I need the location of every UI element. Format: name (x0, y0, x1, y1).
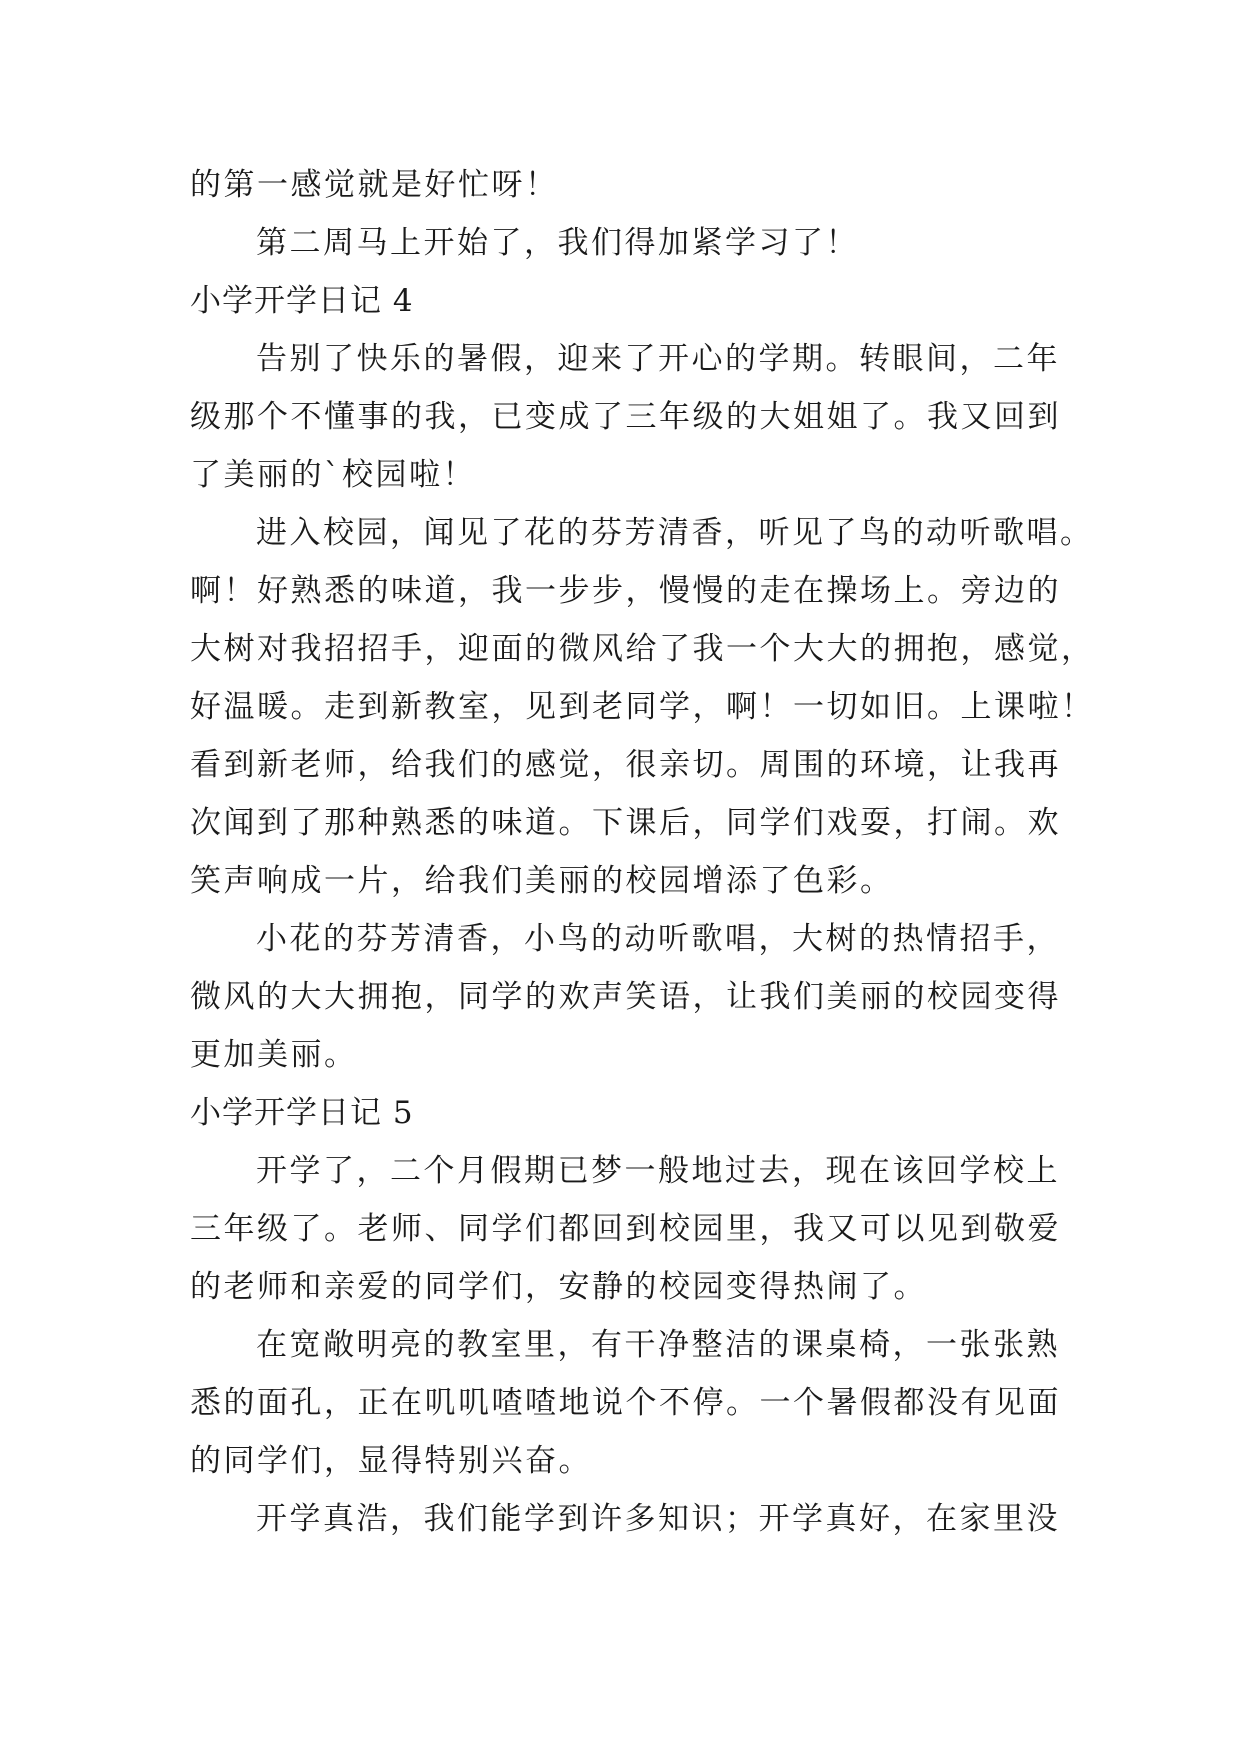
text-line: 的同学们，显得特别兴奋。 (190, 1443, 592, 1479)
text-line: 进入校园，闻见了花的芬芳清香，听见了鸟的动听歌唱。 (256, 515, 1094, 551)
text-line: 了美丽的`校园啦！ (190, 457, 476, 493)
text-line: 好温暖。走到新教室，见到老同学，啊！一切如旧。上课啦！ (190, 689, 1095, 725)
text-line: 三年级了。老师、同学们都回到校园里，我又可以见到敬爱 (190, 1211, 1061, 1247)
text-line: 悉的面孔，正在叽叽喳喳地说个不停。一个暑假都没有见面 (190, 1385, 1061, 1421)
document-body (190, 156, 1095, 1548)
section-heading: 小学开学日记 4 (190, 283, 414, 319)
text-line: 更加美丽。 (190, 1037, 358, 1073)
text-line: 微风的大大拥抱，同学的欢声笑语，让我们美丽的校园变得 (190, 979, 1061, 1015)
text-line: 看到新老师，给我们的感觉，很亲切。周围的环境，让我再 (190, 747, 1061, 783)
text-line: 级那个不懂事的我，已变成了三年级的大姐姐了。我又回到 (190, 399, 1061, 435)
text-line: 第二周马上开始了，我们得加紧学习了！ (256, 225, 859, 261)
text-line: 在宽敞明亮的教室里，有干净整洁的课桌椅，一张张熟 (256, 1327, 1060, 1363)
text-line: 的第一感觉就是好忙呀！ (190, 167, 559, 203)
text-line: 大树对我招招手，迎面的微风给了我一个大大的拥抱，感觉， (190, 631, 1095, 667)
text-line: 告别了快乐的暑假，迎来了开心的学期。转眼间，二年 (256, 341, 1060, 377)
text-line: 啊！好熟悉的味道，我一步步，慢慢的走在操场上。旁边的 (190, 573, 1061, 609)
text-line: 小花的芬芳清香，小鸟的动听歌唱，大树的热情招手， (256, 921, 1060, 957)
text-line: 笑声响成一片，给我们美丽的校园增添了色彩。 (190, 863, 894, 899)
text-line: 开学了，二个月假期已梦一般地过去，现在该回学校上 (256, 1153, 1060, 1189)
section-heading: 小学开学日记 5 (190, 1095, 414, 1131)
text-line: 开学真浩，我们能学到许多知识；开学真好，在家里没 (256, 1501, 1060, 1537)
text-line: 次闻到了那种熟悉的味道。下课后，同学们戏耍，打闹。欢 (190, 805, 1061, 841)
text-line: 的老师和亲爱的同学们，安静的校园变得热闹了。 (190, 1269, 927, 1305)
